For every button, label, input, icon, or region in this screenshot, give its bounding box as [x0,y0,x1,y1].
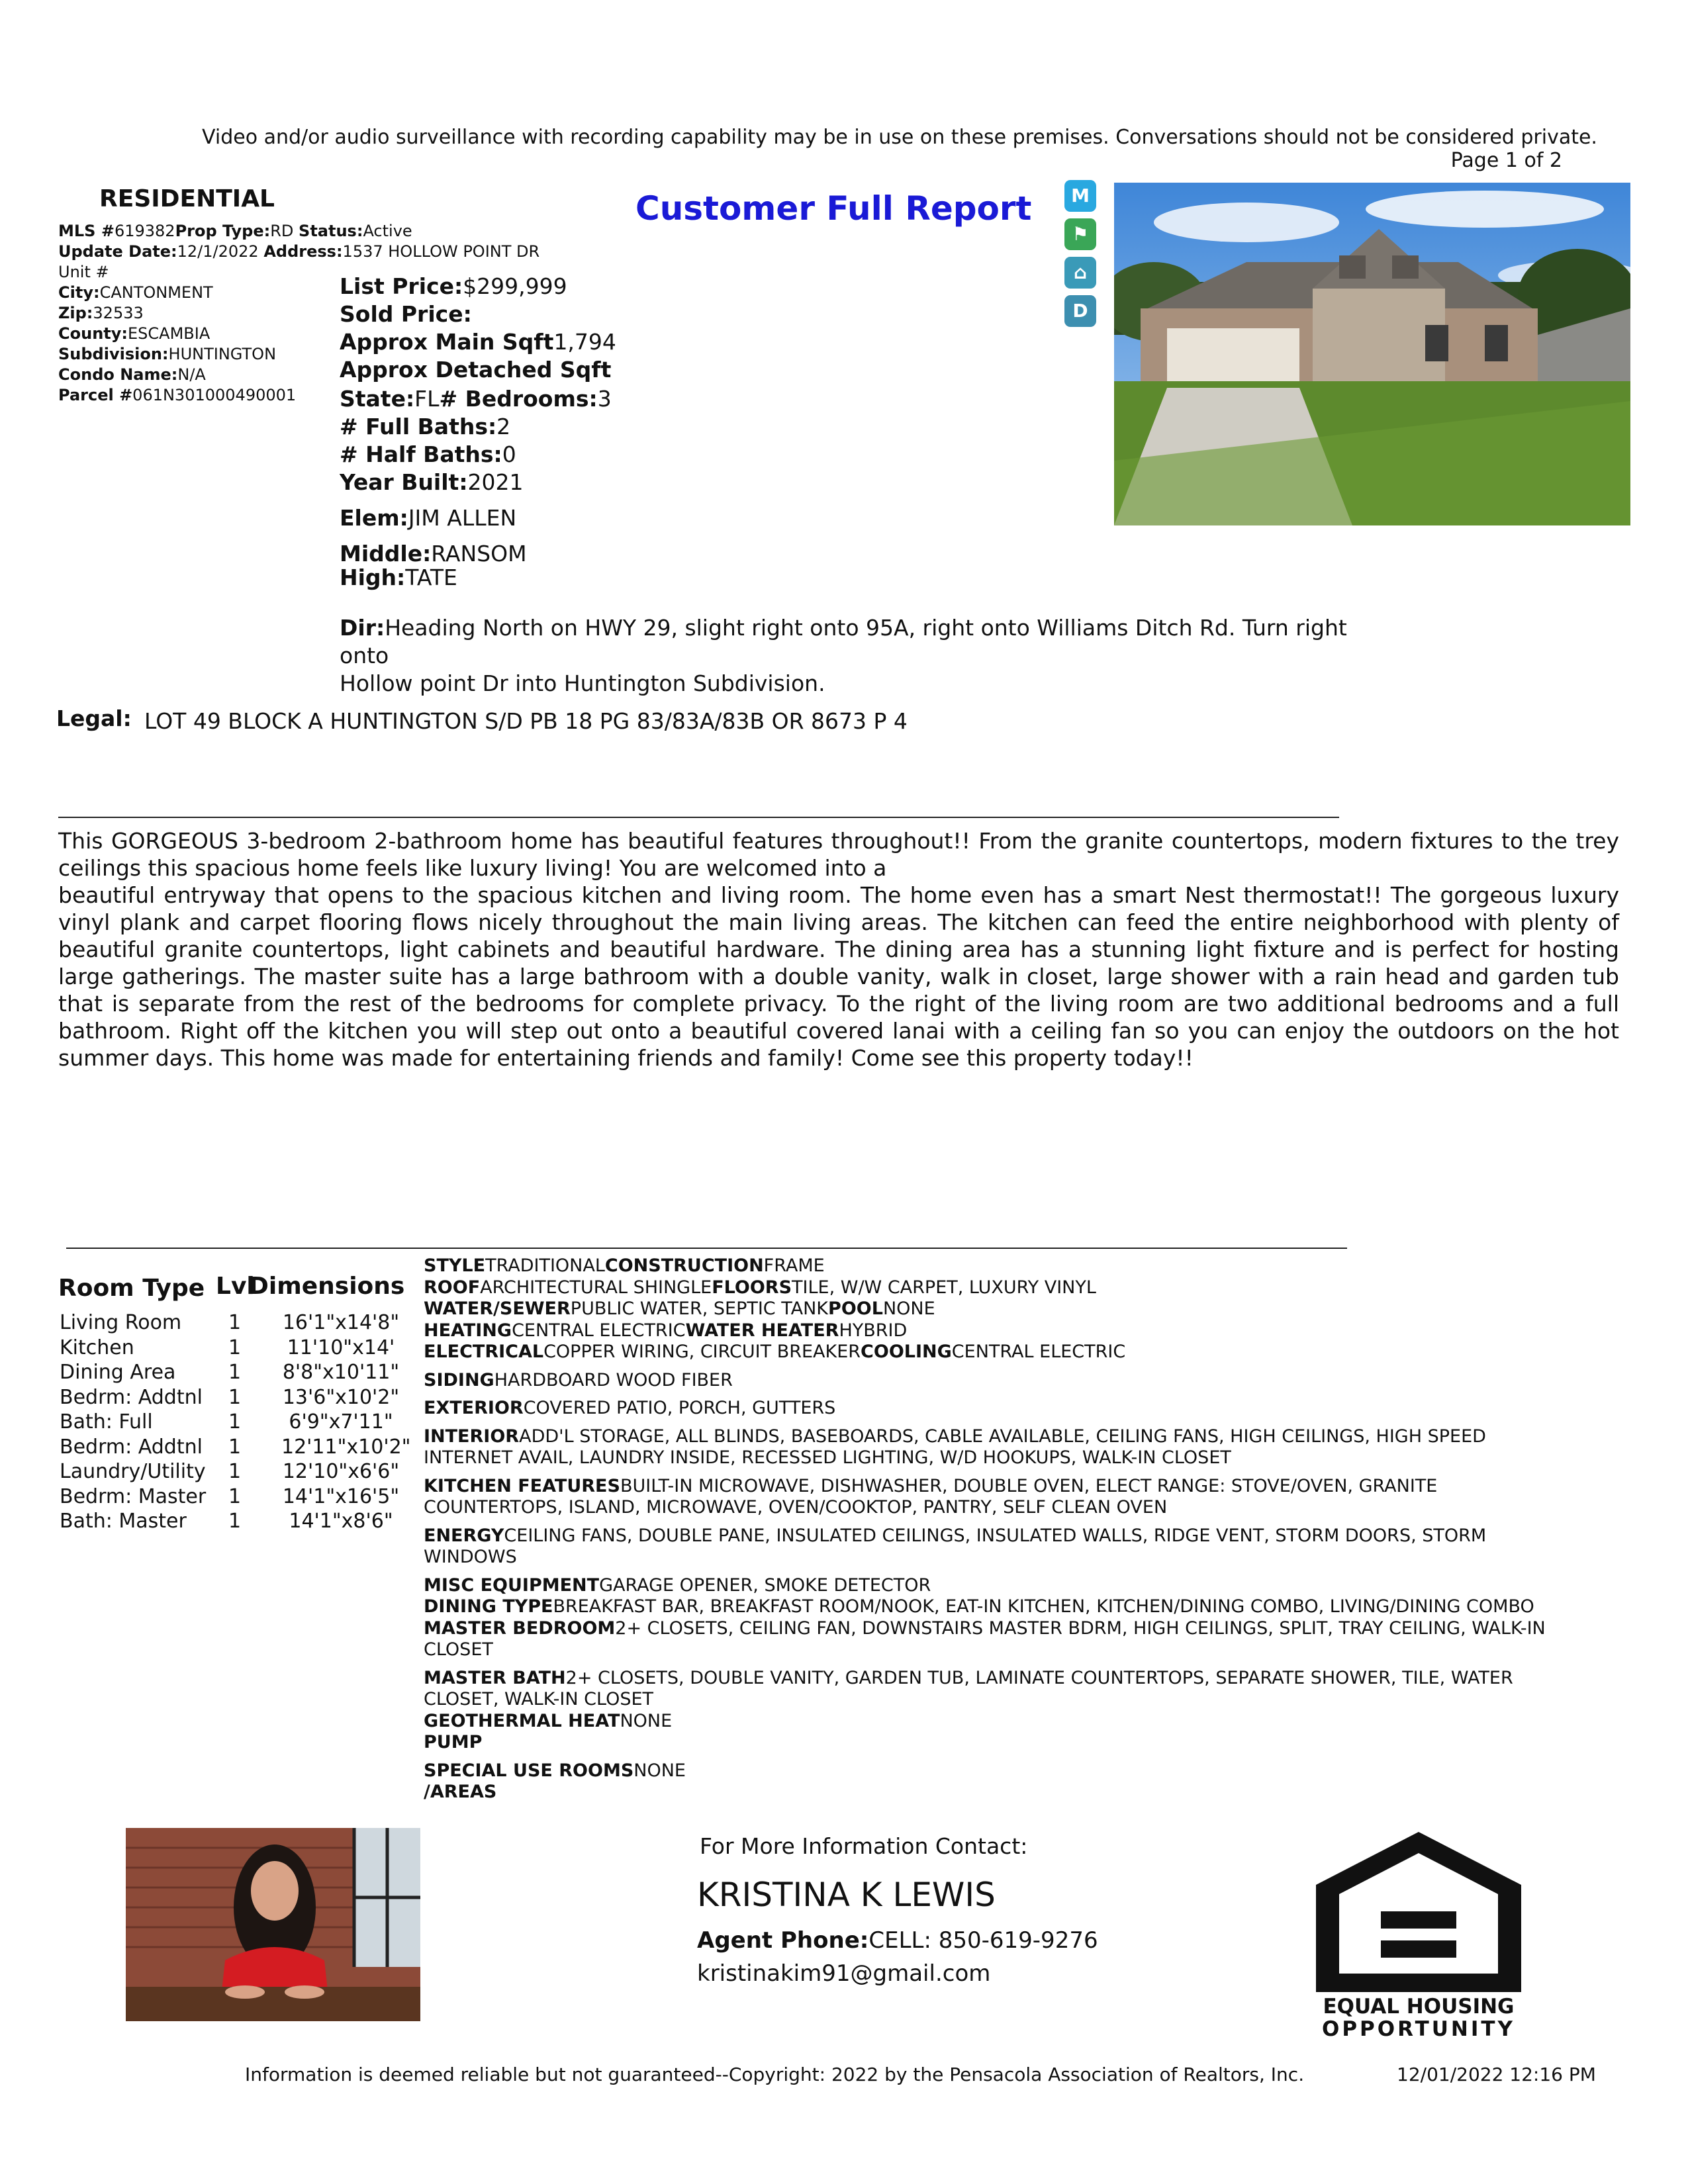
directions-label: Dir: [340,615,385,641]
d-icon[interactable]: D [1064,295,1096,327]
subdivision-value: HUNTINGTON [168,345,277,363]
main-sqft-value: 1,794 [553,329,616,355]
sold-price-row [340,300,616,328]
copyright-footer: Information is deemed reliable but not guaranteed--Copyright: 2022 by the Pensacola Association of Realtors, Inc. [245,2064,1305,2085]
address-label: Address: [263,242,343,261]
feature-label: WATER/SEWER [424,1298,571,1319]
room-lvl: 1 [228,1460,242,1483]
feature-row [424,1732,1562,1754]
feature-label: /AREAS [424,1782,497,1802]
room-lvl: 1 [228,1385,242,1409]
home-icon[interactable]: ⌂ [1064,257,1096,289]
feature-value: 2+ CLOSETS, CEILING FAN, DOWNSTAIRS MASTER BDRM, HIGH CEILINGS, SPLIT, TRAY CEILING, WALK-IN CLOSET [424,1617,1546,1660]
page-number: Page 1 of 2 [1450,149,1562,172]
parcel-label: Parcel # [58,386,133,404]
agent-photo [126,1828,420,2021]
city-value: CANTONMENT [99,283,213,302]
parcel-value: 061N301000490001 [132,386,297,404]
feature-label: MISC EQUIPMENT [424,1574,600,1596]
feature-row [424,1668,1562,1711]
feature-value: 2+ CLOSETS, DOUBLE VANITY, GARDEN TUB, LAMINATE COUNTERTOPS, SEPARATE SHOWER, TILE, WATER CLOSET, WALK-IN CLOSET [424,1667,1513,1709]
feature-value: NONE [882,1298,935,1319]
bedrooms-value: 3 [597,386,612,412]
listing-row-1 [58,221,561,242]
room-dims: 12'11"x10'2" [281,1435,411,1459]
address-value: 1537 HOLLOW POINT DR [342,242,540,261]
remarks-paragraph-2: beautiful entryway that opens to the spacious kitchen and living room. The home even has a smart Nest thermostat!! The gorgeous luxury vinyl plank and carpet flooring flows nicely throughout the main living areas. The kitchen can feed the entire neighborhood with plenty of beautiful granite countertops, light cabinets and beautiful hardware. The dining area has a stunning light fixture and is perfect for hosting large gatherings. The master suite has a large bathroom with a double vanity, walk in closet, large shower with a rain head and garden tub that is separate from the rest of the bedrooms for complete privacy. To the right of the living room are two additional bedrooms and a full bathroom. Right off the kitchen you will step out onto a beautiful covered lanai with a ceiling fan so you can enjoy the outdoors on the hot summer days. This home was made for entertaining friends and family! Come see this property today!! [58,882,1619,1071]
room-row [60,1484,430,1510]
feature-label: MASTER BEDROOM [424,1617,616,1639]
feature-row [424,1711,1562,1733]
room-dims: 16'1"x14'8" [282,1311,400,1334]
feature-row [424,1525,1562,1569]
year-built-row [340,469,616,496]
high-school-row [340,564,616,592]
list-price-label: List Price: [340,273,463,299]
city-label: City: [58,283,100,302]
feature-row [424,1760,1562,1782]
agent-phone-label: Agent Phone: [697,1927,869,1954]
full-baths-value: 2 [496,414,511,439]
unit-label: Unit # [58,263,109,281]
middle-school-value: RANSOM [431,541,527,567]
room-lvl: 1 [228,1510,242,1533]
feature-label: WATER HEATER [685,1320,839,1341]
status-value: Active [363,222,412,240]
features-list [424,1255,1562,1803]
feature-value: CENTRAL ELECTRIC [951,1342,1126,1362]
state-bedrooms-row [340,385,616,413]
surveillance-notice: Video and/or audio surveillance with recording capability may be in use on these premises. Conversations should not be considered private. [202,126,1597,149]
feature-label: FLOORS [712,1277,792,1298]
feature-label: HEATING [424,1320,512,1341]
room-type: Bedrm: Addtnl [60,1435,203,1459]
agent-name: KRISTINA K LEWIS [697,1876,996,1914]
room-row [60,1385,430,1410]
list-price-value: $299,999 [463,273,567,299]
county-label: County: [58,324,128,343]
feature-row [424,1342,1562,1363]
update-date-label: Update Date: [58,242,177,261]
subdivision-label: Subdivision: [58,345,169,363]
feature-label: GEOTHERMAL HEAT [424,1710,620,1731]
feature-label: MASTER BATH [424,1667,566,1688]
room-type: Bedrm: Master [60,1484,207,1508]
year-built-value: 2021 [467,469,524,495]
room-row [60,1459,430,1484]
feature-value: ARCHITECTURAL SHINGLE [480,1277,712,1298]
room-lvl: 1 [228,1435,242,1459]
feature-value: NONE [633,1760,686,1781]
room-row [60,1336,430,1361]
room-type-header: Room Type [58,1275,205,1302]
room-lvl: 1 [228,1311,242,1334]
directions [340,614,1399,670]
room-dims: 13'6"x10'2" [282,1385,400,1409]
feature-label: SIDING [424,1369,494,1390]
main-sqft-row [340,328,616,356]
feature-label: ENERGY [424,1525,504,1546]
elem-school-value: JIM ALLEN [408,505,517,531]
detached-sqft-row [340,356,616,384]
feature-value: TRADITIONAL [485,1255,605,1276]
county-value: ESCAMBIA [128,324,211,343]
feature-value: COPPER WIRING, CIRCUIT BREAKER [543,1342,861,1362]
directions-line-2: Hollow point Dr into Huntington Subdivision. [340,670,825,696]
feature-label: PUMP [424,1732,483,1752]
legal-label: Legal: [56,705,132,731]
feature-label: DINING TYPE [424,1596,553,1617]
sold-price-label: Sold Price: [340,301,472,327]
property-type-heading: RESIDENTIAL [99,185,275,212]
elem-school-label: Elem: [340,505,408,531]
listing-row-2 [58,242,561,262]
room-lvl: 1 [228,1361,242,1384]
divider [66,1248,1347,1249]
feature-value: FRAME [763,1255,825,1276]
listing-icons [1064,180,1098,334]
feature-row [424,1255,1562,1277]
feature-label: ROOF [424,1277,481,1298]
middle-school-label: Middle: [340,541,432,567]
feature-label: ELECTRICAL [424,1342,544,1362]
room-row [60,1509,430,1534]
feature-value: CEILING FANS, DOUBLE PANE, INSULATED CEILINGS, INSULATED WALLS, RIDGE VENT, STORM DOORS, STORM WINDOWS [424,1525,1487,1567]
status-label: Status: [299,222,363,240]
feature-value: ADD'L STORAGE, ALL BLINDS, BASEBOARDS, CABLE AVAILABLE, CEILING FANS, HIGH CEILINGS, HIGH SPEED INTERNET AVAIL, LAUNDRY INSIDE, RECESSED LIGHTING, W/D HOOKUPS, WALK-IN CLOSET [424,1426,1486,1468]
agent-email[interactable]: kristinakim91@gmail.com [697,1960,991,1987]
feature-label: KITCHEN FEATURES [424,1475,620,1496]
feature-row [424,1398,1562,1420]
half-baths-row [340,441,616,469]
house-image [1114,183,1630,525]
full-baths-label: # Full Baths: [340,414,497,439]
feature-row [424,1426,1562,1469]
room-dims: 11'10"x14' [287,1336,395,1359]
prop-type-value: RD [270,222,294,240]
feature-row [424,1320,1562,1342]
remarks-paragraph-1: This GORGEOUS 3-bedroom 2-bathroom home has beautiful features throughout!! From the granite countertops, modern fixtures to the trey ceilings this spacious home feels like luxury living! You are welcomed into a [58,828,1619,881]
room-type: Laundry/Utility [60,1460,206,1483]
room-row [60,1435,430,1460]
feature-value: CENTRAL ELECTRIC [512,1320,686,1341]
high-school-value: TATE [405,565,457,590]
room-dims: 14'1"x16'5" [282,1484,400,1508]
eho-line-1: EQUAL HOUSING [1323,1995,1515,2019]
agent-image [126,1828,420,2021]
mls-number: 619382 [114,222,175,240]
bedrooms-label: # Bedrooms: [439,386,598,412]
condo-value: N/A [177,365,206,384]
feature-row [424,1476,1562,1519]
feature-label: SPECIAL USE ROOMS [424,1760,634,1781]
room-type: Bath: Master [60,1510,187,1533]
footer-datetime: 12/01/2022 12:16 PM [1397,2064,1596,2085]
room-dims: 12'10"x6'6" [282,1460,400,1483]
feature-label: INTERIOR [424,1426,520,1447]
full-baths-row [340,413,616,441]
feature-row [424,1618,1562,1661]
room-dims: 8'8"x10'11" [282,1361,400,1384]
dimensions-header: Dimensions [249,1273,405,1300]
room-row [60,1410,430,1435]
list-price-row [340,273,616,300]
year-built-label: Year Built: [340,469,468,495]
half-baths-value: 0 [502,441,516,467]
state-value: FL [414,386,440,412]
elem-school-row [340,504,616,532]
prop-type-label: Prop Type: [175,222,271,240]
feature-row [424,1298,1562,1320]
room-type: Living Room [60,1311,182,1334]
level-header: Lvl [216,1273,255,1300]
mls-label: MLS # [58,222,115,240]
feature-value: BREAKFAST BAR, BREAKFAST ROOM/NOOK, EAT-IN KITCHEN, KITCHEN/DINING COMBO, LIVING/DINING COMBO [553,1596,1534,1617]
high-school-label: High: [340,565,406,590]
public-remarks [58,827,1619,1071]
room-type: Bath: Full [60,1410,153,1433]
feature-value: HARDBOARD WOOD FIBER [494,1369,733,1390]
property-details [340,273,616,592]
feature-label: EXTERIOR [424,1398,524,1418]
feature-value: COVERED PATIO, PORCH, GUTTERS [523,1398,836,1418]
m-icon[interactable]: M [1064,180,1096,212]
feature-row [424,1277,1562,1299]
report-title: Customer Full Report [635,189,1032,228]
room-row [60,1360,430,1385]
half-baths-label: # Half Baths: [340,441,502,467]
feature-row [424,1596,1562,1618]
main-sqft-label: Approx Main Sqft [340,329,554,355]
feature-value: PUBLIC WATER, SEPTIC TANK [570,1298,829,1319]
detached-sqft-label: Approx Detached Sqft [340,357,612,383]
feature-value: HYBRID [839,1320,908,1341]
zip-value: 32533 [93,304,144,322]
room-type: Bedrm: Addtnl [60,1385,203,1409]
room-lvl: 1 [228,1484,242,1508]
room-lvl: 1 [228,1410,242,1433]
room-type: Dining Area [60,1361,176,1384]
feature-row [424,1370,1562,1392]
rooms-table [60,1310,430,1534]
feature-value: TILE, W/W CARPET, LUXURY VINYL [792,1277,1096,1298]
legal-description: LOT 49 BLOCK A HUNTINGTON S/D PB 18 PG 83/83A/83B OR 8673 P 4 [144,708,908,734]
divider [58,817,1339,818]
feature-label: POOL [828,1298,883,1319]
room-dims: 14'1"x8'6" [289,1510,393,1533]
feature-row [424,1575,1562,1597]
contact-label: For More Information Contact: [700,1833,1028,1859]
room-lvl: 1 [228,1336,242,1359]
room-type: Kitchen [60,1336,134,1359]
walk-score-icon[interactable]: ⚑ [1064,218,1096,250]
feature-label: STYLE [424,1255,486,1276]
state-label: State: [340,386,415,412]
equal-housing-icon [1309,1827,1528,2038]
agent-phone-value[interactable]: CELL: 850-619-9276 [868,1927,1098,1954]
room-dims: 6'9"x7'11" [289,1410,393,1433]
feature-row [424,1782,1562,1803]
feature-value: BUILT-IN MICROWAVE, DISHWASHER, DOUBLE OVEN, ELECT RANGE: STOVE/OVEN, GRANITE COUNTERTOPS, ISLAND, MICROWAVE, OVEN/COOKTOP, PANTRY, SELF CLEAN OVEN [424,1475,1438,1518]
eho-line-2: OPPORTUNITY [1321,2017,1516,2038]
feature-label: CONSTRUCTION [604,1255,764,1276]
feature-value: GARAGE OPENER, SMOKE DETECTOR [599,1574,931,1596]
equal-housing-logo [1309,1827,1528,2038]
update-date-value: 12/1/2022 [177,242,259,261]
room-row [60,1310,430,1336]
feature-label: COOLING [861,1342,952,1362]
agent-phone [697,1927,1098,1954]
condo-label: Condo Name: [58,365,178,384]
directions-line-1: Heading North on HWY 29, slight right onto 95A, right onto Williams Ditch Rd. Turn right onto [340,615,1347,668]
property-photo [1114,183,1630,525]
feature-value: NONE [620,1710,673,1731]
zip-label: Zip: [58,304,93,322]
